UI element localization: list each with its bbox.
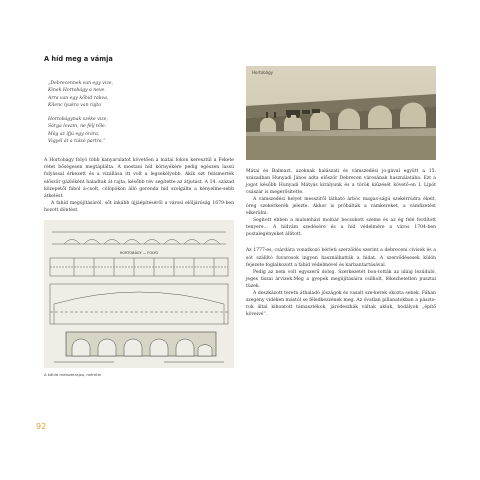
poem (48, 80, 234, 145)
poem-line: Hortobágynak széke vize, (48, 117, 108, 123)
poem-stanza (48, 116, 234, 145)
poem-stanza (48, 80, 234, 109)
paragraph: Segített ebben a malomházi molnár becsukott szeme és az ég felé fordított tenyere… A hídvám szedésére és a híd védelmére a város 1704-ben postalegényeket állított. (246, 218, 436, 238)
paragraph: A fahíd megújításáról, sőt inkább újjáépítéséről a városi elöljáróság 1679-ben hozott döntést. (44, 200, 234, 213)
paragraph: A deszkázott teretn áthaladó jószágok és vasalt sze-kerek okozta sebek. Fáhan szegény vidéken mástól se féledkezzének meg. Az óvatlan pillanatokban a pászto-rok által kihontott támasztékok, járódeszkák váltak akluk, hodályok „építő köveivé”. (246, 290, 436, 317)
section-title: A híd meg a vámja (44, 55, 113, 63)
bridge-photo (246, 66, 436, 160)
left-page (44, 55, 234, 377)
plan-label: HORTOBÁGY — FOLYÓ (119, 250, 159, 255)
right-page (246, 66, 436, 318)
poem-line: Vigyél át a túlsó partra.” (48, 139, 106, 145)
poem-line: Kilenc lyukra van rajta (48, 102, 101, 108)
poem-line: „Debrecennek van egy vize, (48, 81, 113, 86)
poem-line: Kinek Hortobágy a neve. (48, 88, 106, 94)
paragraph: A Hortobágy folyó több kanyarulatot követően a mátai fokon keresztül a Fekete rétet bőségesen megtáplálta. A mostani híd környékére pedig egészen lassú folyással érkezett és a vízállása itt volt a legsekélyebb. Akik ezt felismerték először gázlóként haladtak át rajta, később rév segítette az átjutást. A 14. század közepétől fából á-csolt, cölöpökön álló gerenda híd szolgálta a kényelme-sebb átkelést. (44, 158, 234, 199)
bridge-plans-svg (44, 220, 234, 368)
paragraph: Az 1777-es, csárdára vonatkozó bérleti szerződés szerint a debreceni cívisek és a sót szállító fuvarosok ingyen használhatták a hidat. A szerződésesek külön fejezete foglalkozott a fahíd védelmével és karbantartásával. (246, 248, 436, 268)
bridge-plans-drawing (44, 220, 234, 368)
poem-line: Arra van egy kőhíd rakva, (48, 95, 109, 101)
page-number: 92 (36, 422, 47, 431)
right-body-a (246, 168, 436, 238)
paragraph: Pedig az nem volt egyszerű dolog. Szerkezetét bon-tották az idáig lezúduló, jeges tiszai árvizek.Meg a gyepek megújításáira csilholt, fékezhetetlen pusztai tüzek. (246, 269, 436, 289)
poem-line: Sárga lovam, ne félj tőle. (48, 124, 107, 130)
poem-line: Még az ifjú egy órára, (48, 131, 100, 137)
figure-caption: A kőhíd metszetrajza, méretei (44, 371, 102, 377)
paragraph: A vámszedési helyet messziről látható árbóc magas-ságú szekérrúdra ékelt, öreg szekérkerék jelezte. Akkor is próbálták a vámkereket, a vámfizetést elkerülni. (246, 197, 436, 217)
right-body-b (246, 247, 436, 317)
photo-label: Hortobágy (252, 70, 274, 75)
bridge-photo-svg (246, 66, 436, 160)
left-body (44, 157, 234, 213)
paragraph: Mátai és Balmazt, azoknak halászati és vámszedési jo-gával együtt a 15. században Hunyadi János adta először Debrecen városának használatába. Ezt a jogot később Hunyadi Mátyás királyunk és a török kiűzését követő-en I. Lipót császár is megerősítette. (246, 169, 436, 196)
